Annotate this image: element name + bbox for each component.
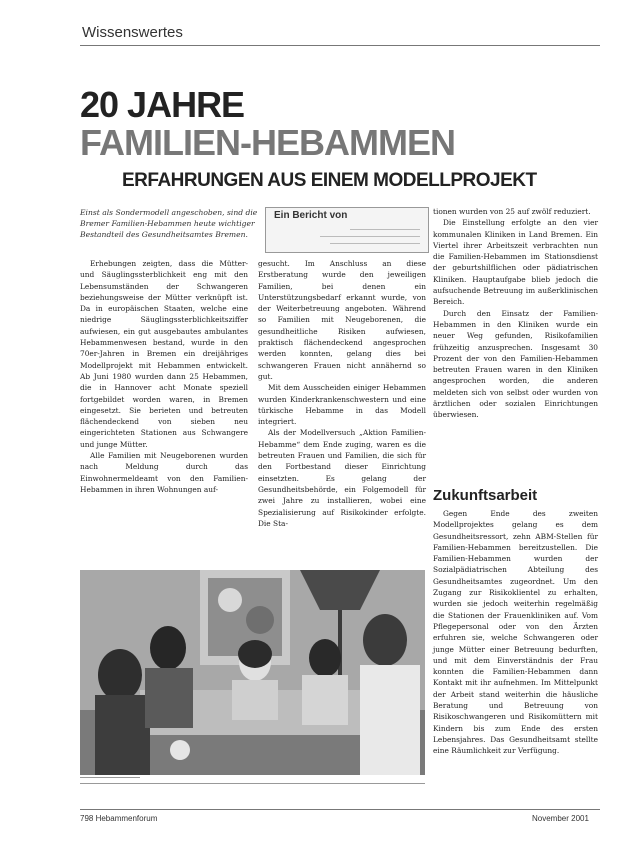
- column-1: [80, 258, 248, 495]
- section-label: Wissenswertes: [82, 24, 183, 41]
- intro-body: Einst als Sondermodell angeschoben, sind die Bremer Familien-Hebammen heute wichtiger Bestandteil des Gesundheitsamtes Bremen.: [80, 208, 258, 239]
- photo-caption-placeholder: [80, 777, 140, 778]
- col3-paragraph: Die Einstellung erfolgte an den vier kommunalen Kliniken in Land Bremen. Ein Viertel ihrer Arbeitszeit verbrachten nun die Familien-Hebammen im Stationsdienst der geburtshilflichen oder pädiatrischen Kliniken. Hauptaufgabe blieb jedoch die aufsuchende Betreuung im außerklinischen Bereich.: [433, 218, 598, 307]
- subtitle: ERFAHRUNGEN AUS EINEM MODELLPROJEKT: [122, 170, 537, 191]
- footer-rule: [80, 809, 600, 810]
- col2-paragraph: Mit dem Ausscheiden einiger Hebammen wurden Kinderkrankenschwestern und eine türkische Hebamme in das Modell integriert.: [258, 383, 426, 427]
- col3-paragraph: Durch den Einsatz der Familien-Hebammen in den Kliniken wurde ein neuer Weg gefunden, Risikofamilien frühzeitig anzusprechen. Insgesamt 30 Prozent der von den Familien-Hebammen betreuten Frauen waren in den Kliniken angesprochen worden, die anderen meldeten sich von selbst oder wurden von ärztlichen oder sozialen Einrichtungen überwiesen.: [433, 308, 598, 420]
- col1-paragraph: Alle Familien mit Neugeborenen wurden nach Meldung durch das Einwohnermeldeamt von den Familien-Hebammen in ihren Wohnungen auf-: [80, 451, 248, 494]
- title-line2: FAMILIEN-HEBAMMEN: [80, 122, 455, 163]
- column-2: [258, 258, 426, 529]
- report-author-lines: [320, 225, 420, 244]
- footer-left: 798 Hebammenforum: [80, 814, 158, 823]
- header-rule: [80, 45, 600, 46]
- photo-illustration: [80, 570, 425, 775]
- col1-paragraph: Erhebungen zeigten, dass die Mütter- und Säuglingssterblichkeit eng mit den Lebensumständen der Schwangeren beziehungsweise der Mütter verknüpft ist. Da in europäischen Staaten, welche eine niedrige Säuglingssterblichkeitsziffer aufwiesen, ein gut ausgebautes ambulantes Hebammenwesen bestand, wurde in den 70er-Jahren in Bremen ein dreijähriges Modellprojekt mit Hebammen entwickelt. Ab Juni 1980 wurden dann 25 Hebammen, die in Hannover acht Monate speziell fortgebildet worden waren, in Bremen eingesetzt. Sie berieten und betreuten flächendeckend von sieben neu eingerichteten Stationen aus Schwangere und junge Mütter.: [80, 259, 248, 449]
- title-line1: 20 JAHRE: [80, 84, 245, 125]
- col2-paragraph: gesucht. Im Anschluss an diese Erstberatung wurde den jeweiligen Familien, bei denen ein Unterstützungsbedarf erkannt wurde, von der Weiterbetreuung angeboten. Während so Familien mit Neugeborenen, die gesundheitliche Risiken aufwiesen, praktisch flächendeckend angesprochen werden konnten, gelang dies bei schwangeren Frauen nicht annähernd so gut.: [258, 259, 426, 381]
- intro-text: [80, 207, 258, 240]
- footer-right: November 2001: [532, 814, 589, 823]
- col3-paragraph: Gegen Ende des zweiten Modellprojektes gelang es dem Gesundheitsressort, zehn ABM-Stellen für Familien-Hebammen bereitzustellen. Die Familien-Hebammen wurden der Sozialpädiatrischen Abteilung des Gesundheitsamtes zugeordnet. Um den Zugang zur Risikoklientel zu erhalten, wurden sie jedoch weiterhin regelmäßig die Stationen der Frauenkliniken auf. Vom Pflegepersonal oder von den Ärzten erfuhren sie, welche Schwangeren oder junge Mütter einer Betreuung bedurften, und mit dem Einverständnis der Frau konnten die Familien-Hebammen dann Kontakt mit ihr aufnehmen. Im Mittelpunkt der Arbeit stand weiterhin die häusliche Beratung und Betreuung von Risikoschwangeren und Risikomüttern mit Kindern bis zum Ende des ersten Lebensjahres. Das Gesundheitsamt stellte eine Räumlichkeit zur Verfügung.: [433, 509, 598, 756]
- report-box-label: Ein Bericht von: [274, 210, 348, 221]
- section-heading: Zukunftsarbeit: [433, 487, 538, 504]
- group-photo: [80, 570, 425, 775]
- report-box: [265, 207, 429, 253]
- col3-paragraph: tionen wurden von 25 auf zwölf reduziert.: [433, 207, 591, 216]
- column-3-top: [433, 206, 598, 421]
- col2-paragraph: Als der Modellversuch „Aktion Familien-Hebamme“ dem Ende zuging, waren es die betreuten Frauen und Familien, die sich für den Fortbestand dieser Einrichtung einsetzten. Es gelang der Gesundheitsbehörde, ein Folgemodell für zwei Jahre zu installieren, wobei eine Spezialisierung auf Risikokinder erfolgte. Die Sta-: [258, 428, 426, 528]
- photo-caption-rule: [80, 783, 425, 784]
- column-3-bottom: [433, 508, 598, 757]
